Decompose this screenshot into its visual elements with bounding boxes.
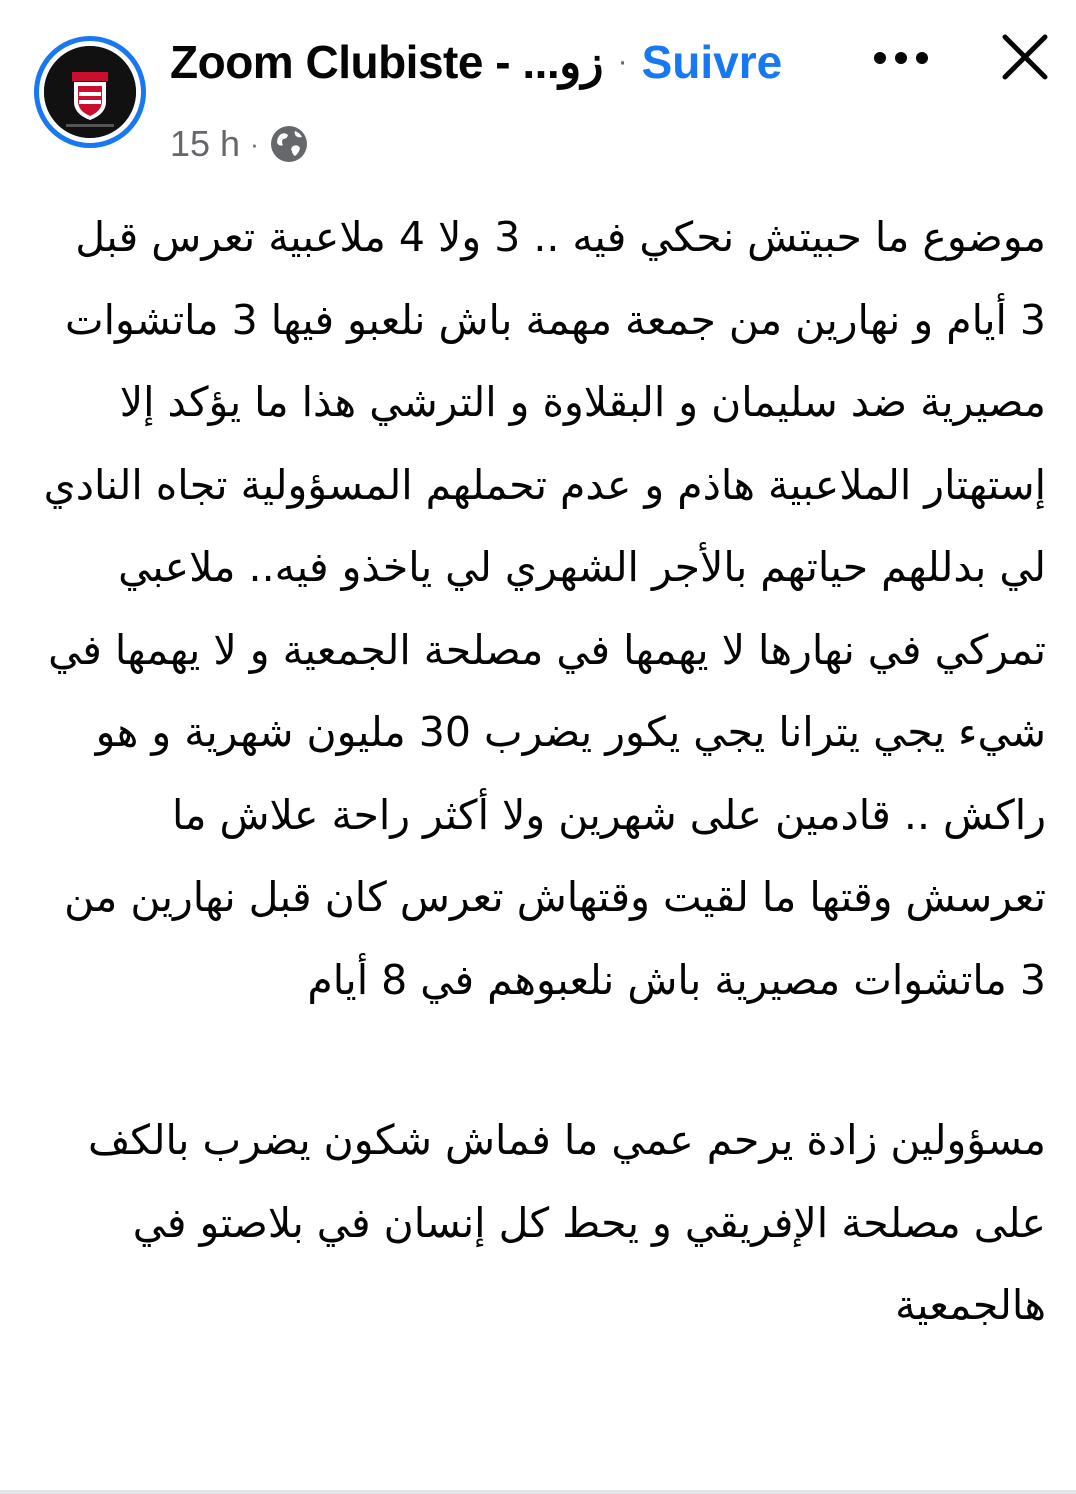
post-header: [0, 0, 1076, 180]
more-horizontal-icon: [873, 51, 929, 65]
close-icon: [1001, 33, 1049, 81]
title-separator: ·: [617, 45, 628, 78]
post-meta: [170, 118, 309, 170]
close-button[interactable]: [994, 26, 1056, 88]
meta-separator: ·: [250, 128, 259, 159]
more-options-button[interactable]: [866, 36, 936, 80]
club-crest-icon: [44, 46, 136, 138]
avatar[interactable]: [34, 36, 146, 148]
divider: [0, 1490, 1076, 1494]
page-name-link[interactable]: Zoom Clubiste - ...زو: [170, 36, 604, 88]
post-timestamp[interactable]: 15 h: [170, 123, 241, 164]
post-text: [30, 196, 1046, 1347]
title-row: [170, 34, 782, 90]
club-logo-icon: [44, 46, 136, 138]
follow-button[interactable]: Suivre: [641, 36, 783, 88]
post-paragraph: مسؤولين زادة يرحم عمي ما فماش شكون يضرب بالكف على مصلحة الإفريقي و يحط كل إنسان في بلاصتو في هالجمعية: [74, 1116, 1046, 1329]
post-paragraph: موضوع ما حبيتش نحكي فيه .. 3 ولا 4 ملاعبية تعرس قبل 3 أيام و نهارين من جمعة مهمة باش نلعبو فيها 3 ماتشوات مصيرية ضد سليمان و البقلاوة و الترشي هذا ما يؤكد إلا إستهتار الملاعبية هاذم و عدم تحملهم المسؤولية تجاه النادي لي بدللهم حياتهم بالأجر الشهري لي ياخذو فيه.. ملاعبي تمركي في نهارها لا يهمها في مصلحة الجمعية و لا يهمها في شيء يجي يترانا يجي يكور يضرب 30 مليون شهرية و هو راكش .. قادمين على شهرين ولا أكثر راحة علاش ما تعرسش وقتها ما لقيت وقتهاش تعرس كان قبل نهارين من 3 ماتشوات مصيرية باش نلعبوهم في 8 أيام: [30, 213, 1046, 1004]
globe-icon: [269, 124, 309, 164]
